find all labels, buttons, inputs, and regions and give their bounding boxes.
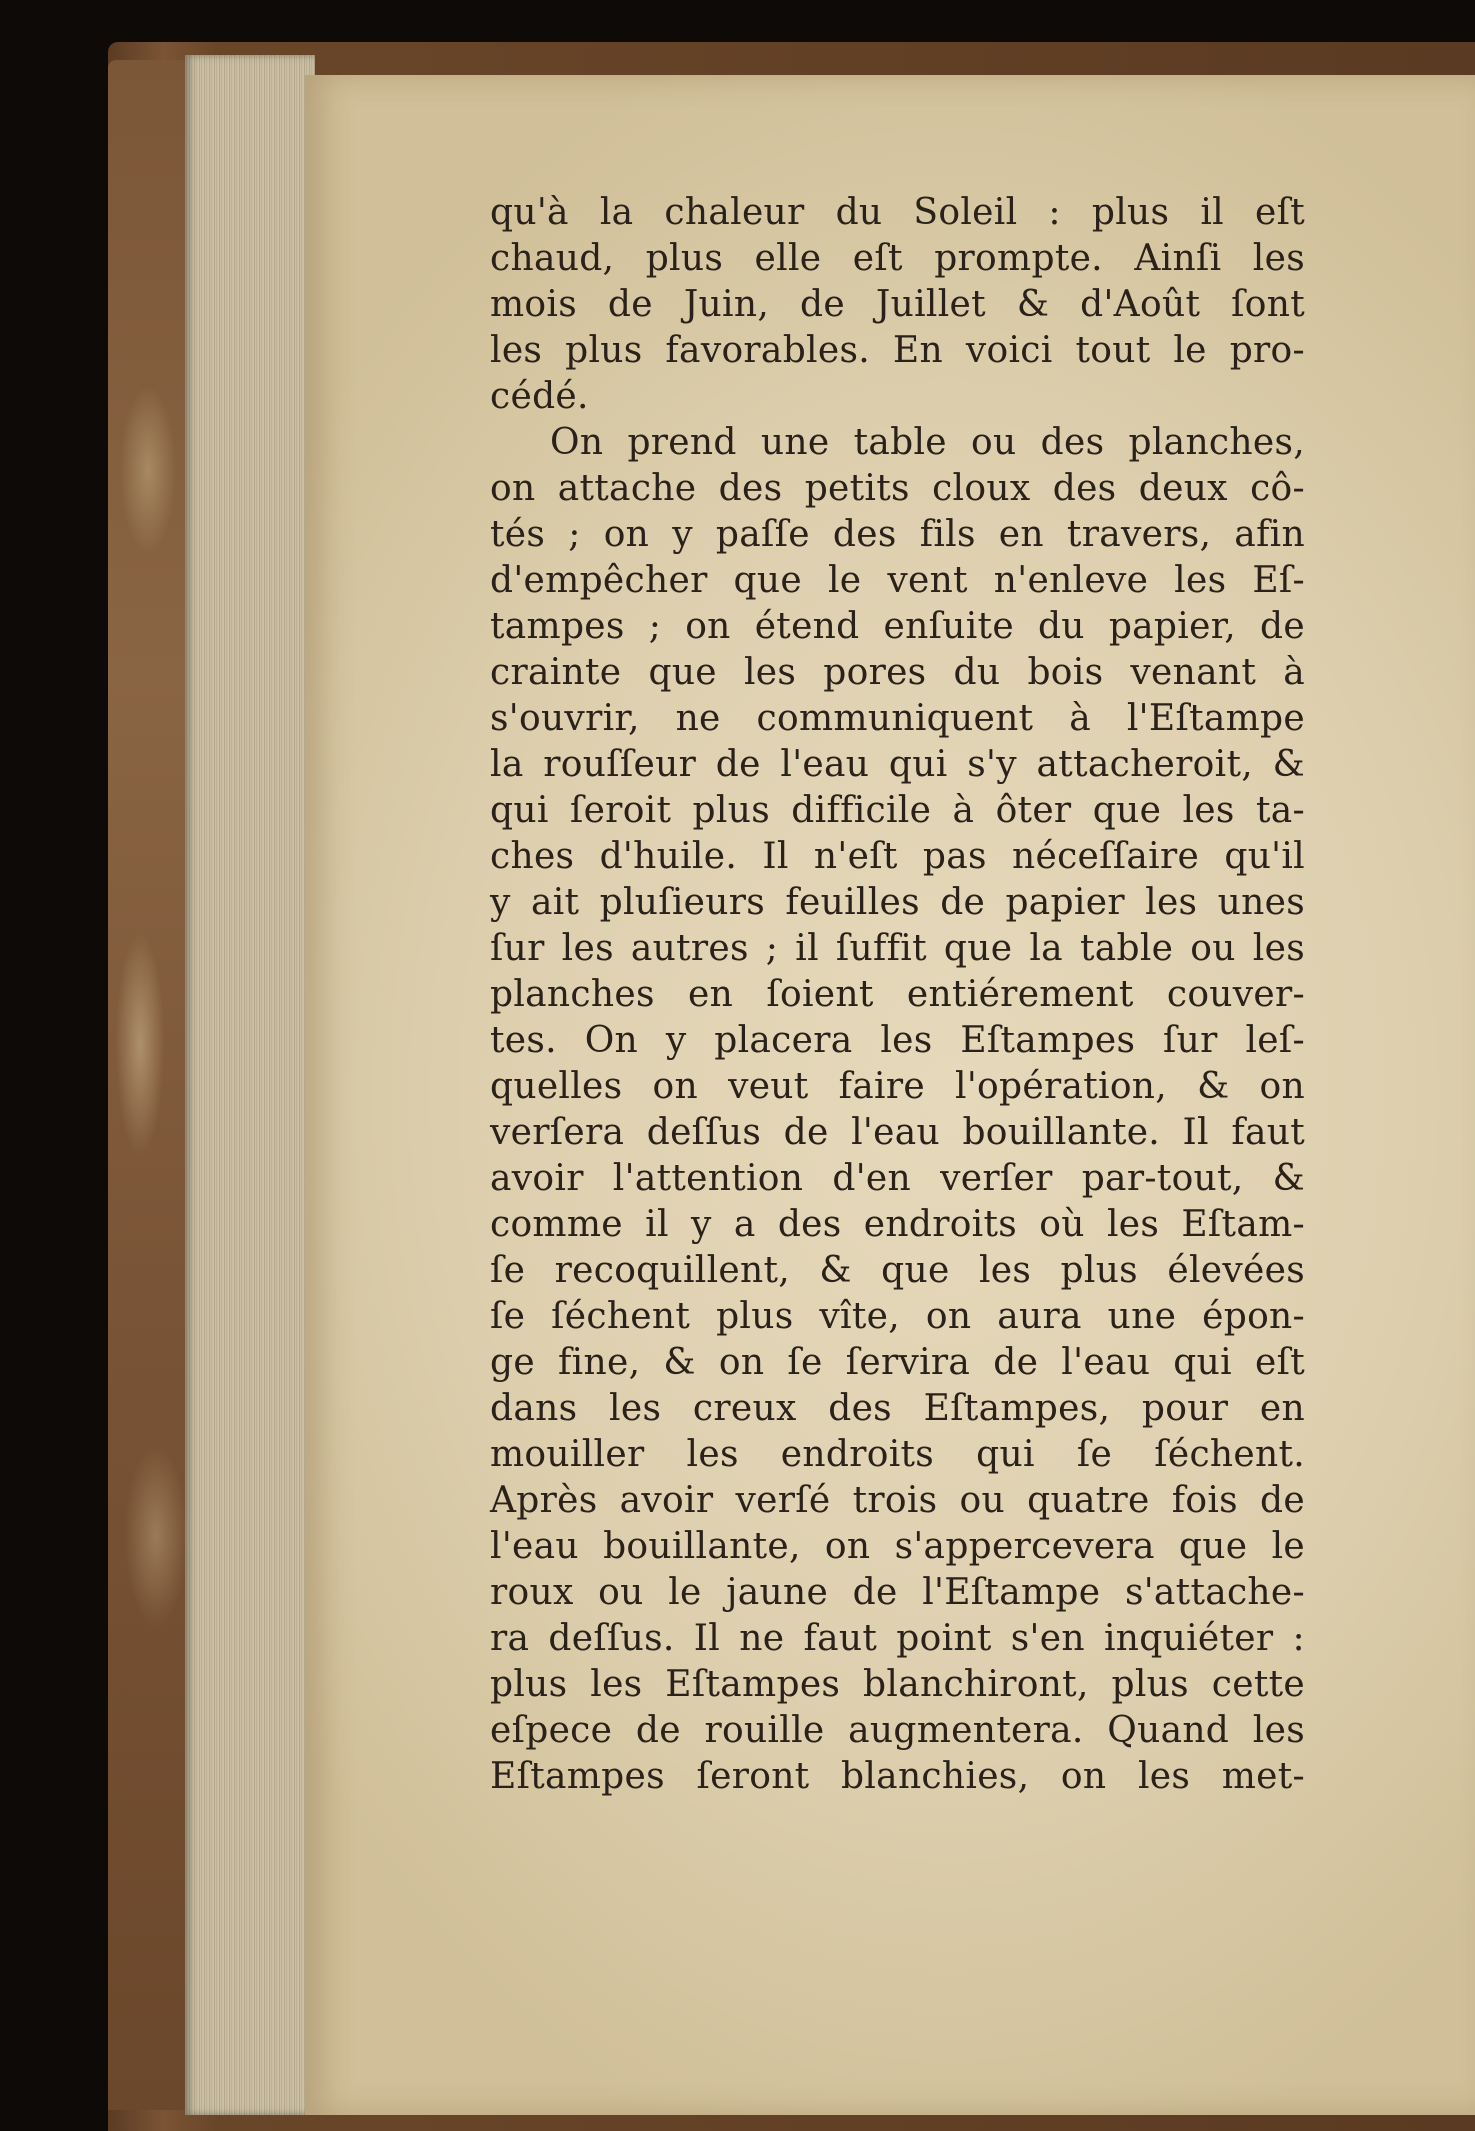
text-line: On prend une table ou des planches,	[550, 422, 1305, 463]
text-line: mois de Juin, de Juillet & d'Août ſont	[490, 284, 1305, 325]
text-line: les plus favorables. En voici tout le pro-	[490, 330, 1305, 371]
text-line: chaud, plus elle eſt prompte. Ainſi les	[490, 238, 1305, 279]
text-line: tampes ; on étend enſuite du papier, de	[490, 606, 1305, 647]
text-line: on attache des petits cloux des deux cô-	[490, 468, 1305, 509]
text-line: ſur les autres ; il ſuffit que la table ou les	[490, 928, 1305, 969]
text-line: quelles on veut faire l'opération, & on	[490, 1066, 1305, 1107]
text-line: cédé.	[490, 376, 589, 417]
text-line: crainte que les pores du bois venant à	[490, 652, 1305, 693]
text-line: tes. On y placera les Eſtampes ſur leſ-	[490, 1020, 1305, 1061]
text-line: qu'à la chaleur du Soleil : plus il eſt	[490, 192, 1305, 233]
text-line: Après avoir verſé trois ou quatre fois de	[490, 1480, 1305, 1521]
text-line: l'eau bouillante, on s'appercevera que le	[490, 1526, 1305, 1567]
text-line: s'ouvrir, ne communiquent à l'Eſtampe	[490, 698, 1305, 739]
page-text	[490, 190, 1305, 1890]
text-line: dans les creux des Eſtampes, pour en	[490, 1388, 1305, 1429]
text-line: y ait pluſieurs feuilles de papier les unes	[490, 882, 1305, 923]
marbled-endpaper	[108, 60, 188, 2110]
text-line: eſpece de rouille augmentera. Quand les	[490, 1710, 1305, 1751]
text-line: roux ou le jaune de l'Eſtampe s'attache-	[490, 1572, 1305, 1613]
text-line: tés ; on y paſſe des fils en travers, afin	[490, 514, 1305, 555]
text-line: ſe ſéchent plus vîte, on aura une épon-	[490, 1296, 1305, 1337]
text-line: ge fine, & on ſe ſervira de l'eau qui eſt	[490, 1342, 1305, 1383]
text-line: la rouſſeur de l'eau qui s'y attacheroit, &	[490, 744, 1305, 785]
text-line: planches en ſoient entiérement couver-	[490, 974, 1305, 1015]
text-line: plus les Eſtampes blanchiront, plus cette	[490, 1664, 1305, 1705]
text-line: verſera deſſus de l'eau bouillante. Il faut	[490, 1112, 1305, 1153]
text-line: comme il y a des endroits où les Eſtam-	[490, 1204, 1305, 1245]
text-line: ſe recoquillent, & que les plus élevées	[490, 1250, 1305, 1291]
text-line: Eſtampes ſeront blanchies, on les met-	[490, 1756, 1305, 1797]
page-edges	[185, 55, 315, 2115]
text-line: mouiller les endroits qui ſe ſéchent.	[490, 1434, 1305, 1475]
text-line: ches d'huile. Il n'eſt pas néceſſaire qu'il	[490, 836, 1305, 877]
text-line: qui ſeroit plus difficile à ôter que les ta-	[490, 790, 1305, 831]
text-line: avoir l'attention d'en verſer par-tout, &	[490, 1158, 1305, 1199]
text-line: ra deſſus. Il ne faut point s'en inquiéter :	[490, 1618, 1305, 1659]
text-line: d'empêcher que le vent n'enleve les Eſ-	[490, 560, 1305, 601]
